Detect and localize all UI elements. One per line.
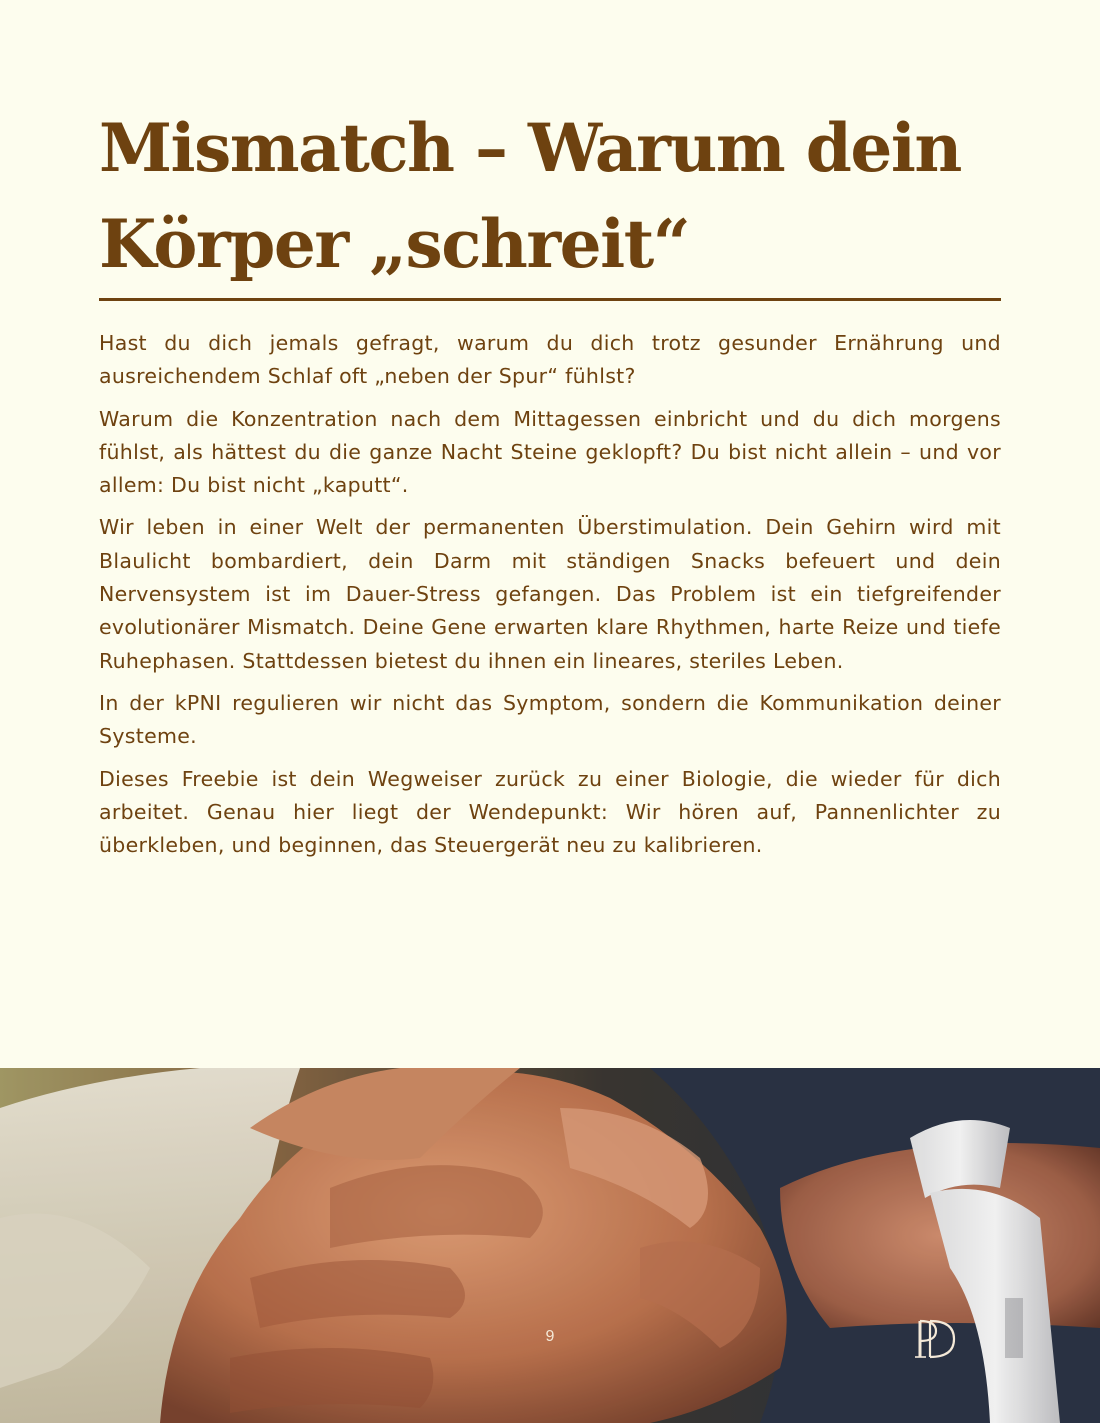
paragraph: Wir leben in einer Welt der permanenten Überstimulation. Dein Gehirn wird mit Blaulicht bombardiert, dein Darm mit ständigen Snacks befeuert und dein Nervensystem ist im Dauer-Stress gefangen. Das Problem ist ein tiefgreifender evolutionärer Mismatch. Deine Gene erwarten klare Rhythmen, harte Reize und tiefe Ruhephasen. Stattdessen bietest du ihnen ein lineares, steriles Leben. xyxy=(99,515,1001,673)
paragraph: Hast du dich jemals gefragt, warum du dich trotz gesunder Ernährung und ausreichendem Schlaf oft „neben der Spur“ fühlst? xyxy=(99,331,1001,389)
paragraph: Warum die Konzentration nach dem Mittagessen einbricht und du dich morgens fühlst, als hättest du die ganze Nacht Steine geklopft? Du bist nicht allein – und vor allem: Du bist nicht „kaputt“. xyxy=(99,406,1001,498)
holding-hands-photo xyxy=(0,1068,1100,1423)
pd-monogram-icon xyxy=(912,1318,958,1360)
photo-illustration xyxy=(0,1068,1100,1423)
page-number: 9 xyxy=(545,1328,555,1345)
body-text xyxy=(99,327,1001,871)
title-divider xyxy=(99,298,1001,301)
page-title: Mismatch – Warum dein Körper „schreit“ xyxy=(99,109,961,283)
paragraph: In der kPNI regulieren wir nicht das Symptom, sondern die Kommunikation deiner Systeme. xyxy=(99,690,1001,749)
paragraph: Dieses Freebie ist dein Wegweiser zurück zu einer Biologie, die wieder für dich arbeitet. Genau hier liegt der Wendepunkt: Wir hören auf, Pannenlichter zu überkleben, und beginnen, das Steuergerät neu zu kalibrieren. xyxy=(99,766,1001,858)
